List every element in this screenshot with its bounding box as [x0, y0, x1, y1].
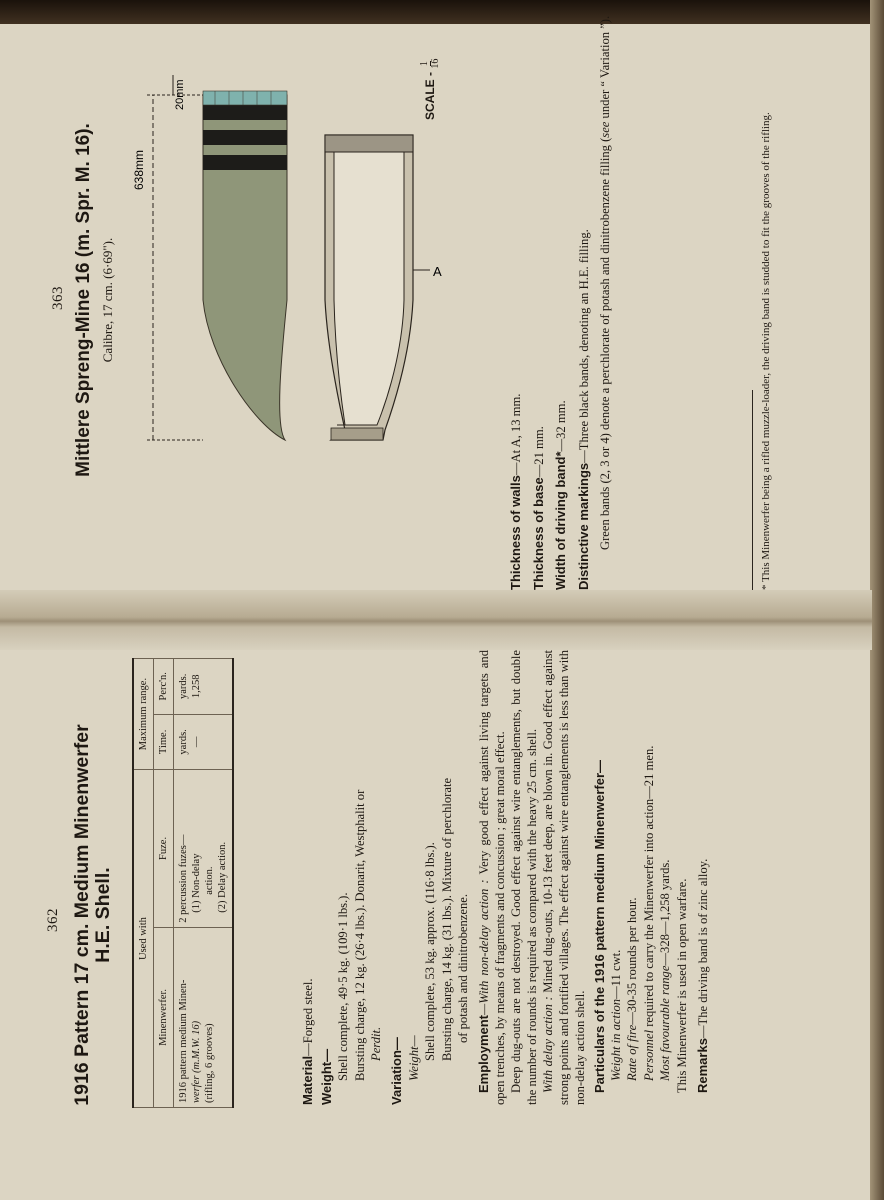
spec-label: Thickness of walls [508, 475, 523, 590]
footnote-rule [752, 390, 753, 590]
scale-note: SCALE - 1 16 [419, 58, 441, 120]
spec-label: Thickness of base [530, 477, 546, 590]
black-band [203, 155, 287, 170]
fuze-socket-section [331, 428, 383, 440]
title-line-2: H.E. Shell. [92, 867, 115, 963]
driving-band [203, 91, 287, 105]
employment-italic: —With non-delay action : [476, 879, 491, 1015]
page-number: 363 [50, 286, 66, 310]
footnote: * This Minenwerfer being a rifled muzzle-loader, the driving band is studded to fit the grooves of the rifling. [760, 112, 772, 590]
scale-fraction [420, 59, 441, 69]
cell-percn-value: 1,258 [191, 674, 202, 699]
calibre-line: Calibre, 17 cm. (6·69"). [100, 237, 115, 363]
title-line-1: 1916 Pattern 17 cm. Medium Minenwerfer [71, 724, 93, 1106]
th-max-range: Maximum range. [133, 659, 154, 770]
particular-value: required to carry the Minenwerfer into action—21 men. [641, 745, 656, 1030]
page-title [72, 650, 115, 1180]
th-time: Time. [154, 714, 174, 770]
variation-line-2: Bursting charge, 14 kg. (31 lbs.). Mixture of perchlorate [439, 777, 454, 1061]
spec-label: Distinctive markings [575, 462, 591, 590]
cell-mw-line3: (rifling, 6 grooves) [204, 1023, 215, 1103]
variation-weight: Weight— [406, 1035, 421, 1081]
page-362 [0, 645, 884, 1200]
material-label: Material [300, 1055, 315, 1105]
material-value: —Forged steel. [301, 978, 315, 1056]
cell-time-unit: yards. [178, 729, 189, 755]
green-bands-note [598, 0, 614, 590]
remarks-label: Remarks [694, 1038, 710, 1093]
cell-minenwerfer [174, 927, 234, 1107]
employment-label: Employment [475, 1014, 491, 1093]
variation-line-1: Shell complete, 53 kg. approx. (116·8 lbs.). [423, 842, 438, 1061]
employment-para-2: Deep dug-outs are not destroyed. Good effect against wire entanglements, but double the number of rounds is required as compared with the heavy 25 cm. shell. [509, 650, 539, 1105]
remarks-value: —The driving band is of zinc alloy. [695, 858, 710, 1039]
shell-diagram [125, 0, 445, 600]
cell-time-value: — [191, 736, 202, 748]
page-number: 362 [45, 908, 61, 932]
cell-percn [174, 659, 234, 715]
scale-label: SCALE [423, 79, 438, 120]
variation-line-3: of potash and dinitrobenzene. [456, 894, 471, 1043]
particular-label: Personnel [641, 1029, 656, 1081]
spec-value: —32 mm. [554, 400, 569, 452]
particulars-heading: Particulars of the 1916 pattern medium Minenwerfer— [592, 759, 608, 1093]
cell-fuze-line2: (1) Non-delay [191, 853, 202, 913]
employment-para-3: Mined dug-outs, 10-13 feet deep, are blown in. Good effect against strong points and fortified villages. The effect against wire entanglements is less than with non-delay action shell. [541, 650, 587, 1105]
cell-mw-line1: 1916 pattern medium Minen- [178, 979, 189, 1103]
scale-denominator: 16 [430, 58, 441, 69]
spec-value: —21 mm. [531, 426, 546, 478]
cell-fuze-line1: 2 percussion fuzes— [178, 834, 189, 923]
weight-line-1: Shell complete, 49·5 kg. (109·1 lbs.). [336, 892, 351, 1081]
variation-label: Variation [388, 1050, 404, 1105]
cell-time [174, 714, 234, 770]
fuze-table [132, 658, 234, 1108]
particular-value: —328—1,258 yards. [658, 859, 673, 966]
green-bands-see: see [598, 121, 613, 138]
weight-line-2: Bursting charge, 12 kg. (26·4 lbs.). Donarit, Westphalit or [352, 789, 367, 1081]
green-bands-under: under “ Variation ”). [598, 15, 613, 122]
cell-fuze [174, 770, 234, 928]
length-label: 638mm [132, 149, 146, 190]
spec-value: —At A, 13 mm. [509, 393, 523, 476]
particular-value: —30-35 rounds per hour. [625, 897, 640, 1025]
particular-label: Rate of fire [625, 1024, 640, 1081]
band-label: 20mm [174, 79, 186, 110]
delay-action-italic: With delay action : [541, 996, 556, 1093]
shell-base-section [325, 135, 413, 152]
particular-value: —11 cwt. [608, 949, 623, 999]
scale-numerator: 1 [419, 61, 430, 67]
particular-label: Most favourable range [658, 965, 673, 1081]
spec-label: Width of driving band* [553, 451, 569, 590]
th-used-with: Used with [133, 770, 154, 1108]
weight-line-3: Perdit. [369, 1026, 384, 1061]
green-bands-text: Green bands (2, 3 or 4) denote a perchlorate of potash and dinitrobenzene filling ( [598, 137, 613, 550]
th-minenwerfer: Minenwerfer. [154, 927, 174, 1107]
open-warfare-note: This Minenwerfer is used in open warfare. [675, 878, 690, 1093]
shell-description: Material—Forged steel. Weight— Shell complete, 49·5 kg. (109·1 lbs.). Bursting charge, 12 kg. (26·4 lbs.). Donarit, Westphalit or Perdit. Variation— Weight— Shell complete, 53 kg. approx. (116·8 lbs.). Bursting charge, 14 kg. (31 lbs.). Mixture of perchlorate of potash and dinitrobenzene. Employment—With non-delay action : Very good effect against living targets and open trenches, by means of fragments and concussion ; great moral effect. Deep dug-outs are not destroyed. Good effect against wire entanglements, but double the number of rounds is required as compared with the heavy 25 cm. shell. With delay action : Mined dug-outs, 10-13 feet deep, are blown in. Good effect against strong points and fortified villages. The effect against wire entanglements is less than with non-delay action shell. Particulars of the 1916 pattern medium Minenwerfer— Weight in action—11 cwt. Rate of fire—30-35 rounds per hour. Personnel required to carry the Minenwerfer into action—21 men. Most favourable range—328—1,258 yards. This Minenwerfer is used in open warfare. Remarks—The driving band is of zinc alloy. [300, 650, 710, 1105]
th-percn: Perc'n. [154, 659, 174, 715]
cell-mw-line2: werfer (m.M.W. 16) [191, 1020, 202, 1103]
employment-text: Very good effect against living targets and open trenches, by means of fragments and concussion ; great moral effect. [476, 650, 507, 1105]
weight-label: Weight [318, 1061, 334, 1105]
label-a: A [433, 264, 442, 279]
spec-value: —Three black bands, denoting an H.E. filling. [576, 229, 591, 463]
page-title: Mittlere Spreng-Mine 16 (m. Spr. M. 16). [73, 123, 94, 477]
th-fuze: Fuze. [154, 770, 174, 928]
shell-exterior [203, 95, 287, 440]
black-band [203, 105, 287, 120]
cell-fuze-line3: action. [204, 866, 215, 895]
black-band [203, 130, 287, 145]
particular-label: Weight in action [608, 998, 623, 1081]
cell-percn-unit: yards. [178, 673, 189, 699]
shell-specs [508, 0, 615, 590]
cell-fuze-line4: (2) Delay action. [217, 841, 228, 913]
